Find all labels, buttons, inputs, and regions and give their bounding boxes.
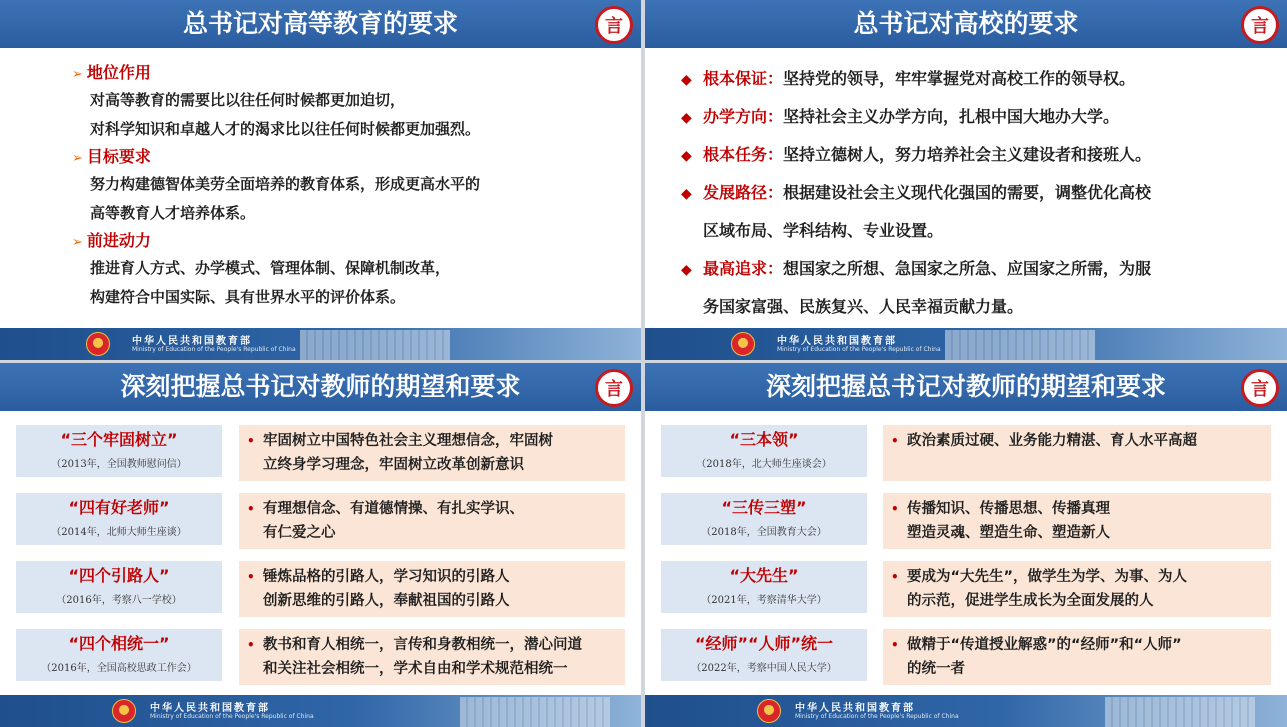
- expectation-source: （2018年，北大师生座谈会）: [696, 459, 832, 470]
- ministry-footer: [0, 695, 641, 727]
- expectation-source: （2016年，考察八一学校）: [56, 595, 182, 606]
- expectation-source: （2016年，全国高校思政工作会）: [41, 663, 197, 674]
- seal-logo-icon: 言: [1241, 369, 1279, 407]
- requirement-item: ◆ 发展路径：根据建设社会主义现代化强国的需要，调整优化高校 区域布局、学科结构、专业设置。: [681, 174, 1273, 250]
- ministry-name-en: Ministry of Education of the People's Republic of China: [132, 346, 296, 353]
- bullet-dot-icon: •: [891, 570, 899, 584]
- bullet-dot-icon: •: [247, 570, 255, 584]
- building-image: [1105, 697, 1255, 727]
- ministry-name: 中华人民共和国教育部: [795, 703, 915, 714]
- ministry-footer: [645, 328, 1287, 360]
- national-emblem-icon: [86, 332, 110, 356]
- seal-logo-icon: 言: [595, 369, 633, 407]
- slide-university-requirements: [645, 0, 1287, 360]
- section-heading: ➢ 目标要求: [72, 147, 151, 166]
- slide-teacher-expectations-1: [0, 363, 641, 727]
- building-image: [945, 330, 1095, 360]
- expectation-label-box: [16, 493, 222, 545]
- expectation-name: “大先生”: [729, 566, 799, 585]
- expectation-block: [16, 493, 625, 549]
- requirement-item: ◆ 办学方向：坚持社会主义办学方向，扎根中国大地办大学。: [681, 98, 1273, 136]
- expectation-detail-box: • 牢固树立中国特色社会主义理想信念，牢固树 立终身学习理念，牢固树立改革创新意识: [239, 425, 625, 481]
- expectation-label-box: [16, 629, 222, 681]
- expectation-list: [16, 425, 625, 697]
- expectation-detail-box: • 传播知识、传播思想、传播真理 塑造灵魂、塑造生命、塑造新人: [883, 493, 1271, 549]
- bullet-dot-icon: •: [247, 434, 255, 448]
- bullet-dot-icon: •: [891, 434, 899, 448]
- building-image: [460, 697, 610, 727]
- arrow-bullet-icon: ➢: [72, 67, 83, 82]
- expectation-detail-box: • 有理想信念、有道德情操、有扎实学识、 有仁爱之心: [239, 493, 625, 549]
- diamond-bullet-icon: ◆: [681, 186, 692, 202]
- expectation-label-box: [16, 561, 222, 613]
- expectation-block: [16, 629, 625, 685]
- expectation-label-box: [661, 493, 867, 545]
- expectation-list: [661, 425, 1271, 697]
- section-heading: ➢ 前进动力: [72, 231, 151, 250]
- expectation-source: （2013年，全国教师慰问信）: [51, 459, 187, 470]
- expectation-name: “四个引路人”: [68, 566, 170, 585]
- diamond-bullet-icon: ◆: [681, 148, 692, 164]
- section-line: 推进育人方式、办学模式、管理体制、保障机制改革，: [90, 259, 451, 277]
- expectation-name: “四个相统一”: [68, 634, 170, 653]
- requirement-item: ◆ 根本任务：坚持立德树人，努力培养社会主义建设者和接班人。: [681, 136, 1273, 174]
- section-line: 对高等教育的需要比以往任何时候都更加迫切，: [90, 91, 406, 109]
- ministry-footer: [0, 328, 641, 360]
- expectation-name: “四有好老师”: [68, 498, 170, 517]
- expectation-name: “三个牢固树立”: [60, 430, 178, 449]
- ministry-name-en: Ministry of Education of the People's Republic of China: [150, 713, 314, 720]
- bullet-dot-icon: •: [247, 502, 255, 516]
- expectation-label-box: [661, 629, 867, 681]
- expectation-block: [16, 425, 625, 481]
- bullet-dot-icon: •: [891, 638, 899, 652]
- expectation-detail-box: • 教书和育人相统一，言传和身教相统一，潜心问道 和关注社会相统一，学术自由和学术规范相统一: [239, 629, 625, 685]
- ministry-name-en: Ministry of Education of the People's Republic of China: [795, 713, 959, 720]
- bullet-dot-icon: •: [247, 638, 255, 652]
- seal-logo-icon: 言: [595, 6, 633, 44]
- slide-content: [681, 60, 1273, 326]
- requirement-item: ◆ 根本保证：坚持党的领导，牢牢掌握党对高校工作的领导权。: [681, 60, 1273, 98]
- expectation-block: [661, 425, 1271, 481]
- arrow-bullet-icon: ➢: [72, 151, 83, 166]
- national-emblem-icon: [757, 699, 781, 723]
- ministry-name-en: Ministry of Education of the People's Republic of China: [777, 346, 941, 353]
- ministry-name: 中华人民共和国教育部: [777, 336, 897, 347]
- expectation-label-box: [661, 425, 867, 477]
- slide-teacher-expectations-2: [645, 363, 1287, 727]
- section-line: 高等教育人才培养体系。: [90, 204, 256, 222]
- expectation-detail-box: • 做精于“传道授业解惑”的“经师”和“人师” 的统一者: [883, 629, 1271, 685]
- expectation-name: “经师”“人师”统一: [694, 634, 834, 653]
- requirement-item: ◆ 最高追求：想国家之所想、急国家之所急、应国家之所需，为服 务国家富强、民族复兴、人民幸福贡献力量。: [681, 250, 1273, 326]
- bullet-dot-icon: •: [891, 502, 899, 516]
- slide-title: 总书记对高校的要求: [645, 0, 1287, 48]
- section-line: 对科学知识和卓越人才的渴求比以往任何时候都更加强烈。: [90, 120, 481, 138]
- diamond-bullet-icon: ◆: [681, 110, 692, 126]
- arrow-bullet-icon: ➢: [72, 235, 83, 250]
- slide-title: 总书记对高等教育的要求: [0, 0, 641, 48]
- expectation-detail-box: • 要成为“大先生”，做学生为学、为事、为人 的示范，促进学生成长为全面发展的人: [883, 561, 1271, 617]
- national-emblem-icon: [112, 699, 136, 723]
- diamond-bullet-icon: ◆: [681, 262, 692, 278]
- section-line: 努力构建德智体美劳全面培养的教育体系，形成更高水平的: [90, 175, 481, 193]
- ministry-name: 中华人民共和国教育部: [150, 703, 270, 714]
- expectation-block: [661, 493, 1271, 549]
- expectation-detail-box: • 政治素质过硬、业务能力精湛、育人水平高超: [883, 425, 1271, 481]
- section-heading: ➢ 地位作用: [72, 63, 151, 82]
- slide-title: 深刻把握总书记对教师的期望和要求: [0, 363, 641, 411]
- diamond-bullet-icon: ◆: [681, 72, 692, 88]
- national-emblem-icon: [731, 332, 755, 356]
- expectation-source: （2021年，考察清华大学）: [701, 595, 827, 606]
- expectation-name: “三传三塑”: [721, 498, 807, 517]
- expectation-source: （2022年，考察中国人民大学）: [691, 663, 837, 674]
- building-image: [300, 330, 450, 360]
- ministry-name: 中华人民共和国教育部: [132, 336, 252, 347]
- expectation-label-box: [661, 561, 867, 613]
- expectation-source: （2014年，北师大师生座谈）: [51, 527, 187, 538]
- expectation-detail-box: • 锤炼品格的引路人，学习知识的引路人 创新思维的引路人，奉献祖国的引路人: [239, 561, 625, 617]
- expectation-name: “三本领”: [729, 430, 799, 449]
- expectation-block: [661, 561, 1271, 617]
- expectation-source: （2018年，全国教育大会）: [701, 527, 827, 538]
- expectation-block: [16, 561, 625, 617]
- expectation-block: [661, 629, 1271, 685]
- slide-title: 深刻把握总书记对教师的期望和要求: [645, 363, 1287, 411]
- expectation-label-box: [16, 425, 222, 477]
- ministry-footer: [645, 695, 1287, 727]
- seal-logo-icon: 言: [1241, 6, 1279, 44]
- section-line: 构建符合中国实际、具有世界水平的评价体系。: [90, 288, 406, 306]
- slide-content: [72, 60, 621, 312]
- slide-higher-education-requirements: [0, 0, 641, 360]
